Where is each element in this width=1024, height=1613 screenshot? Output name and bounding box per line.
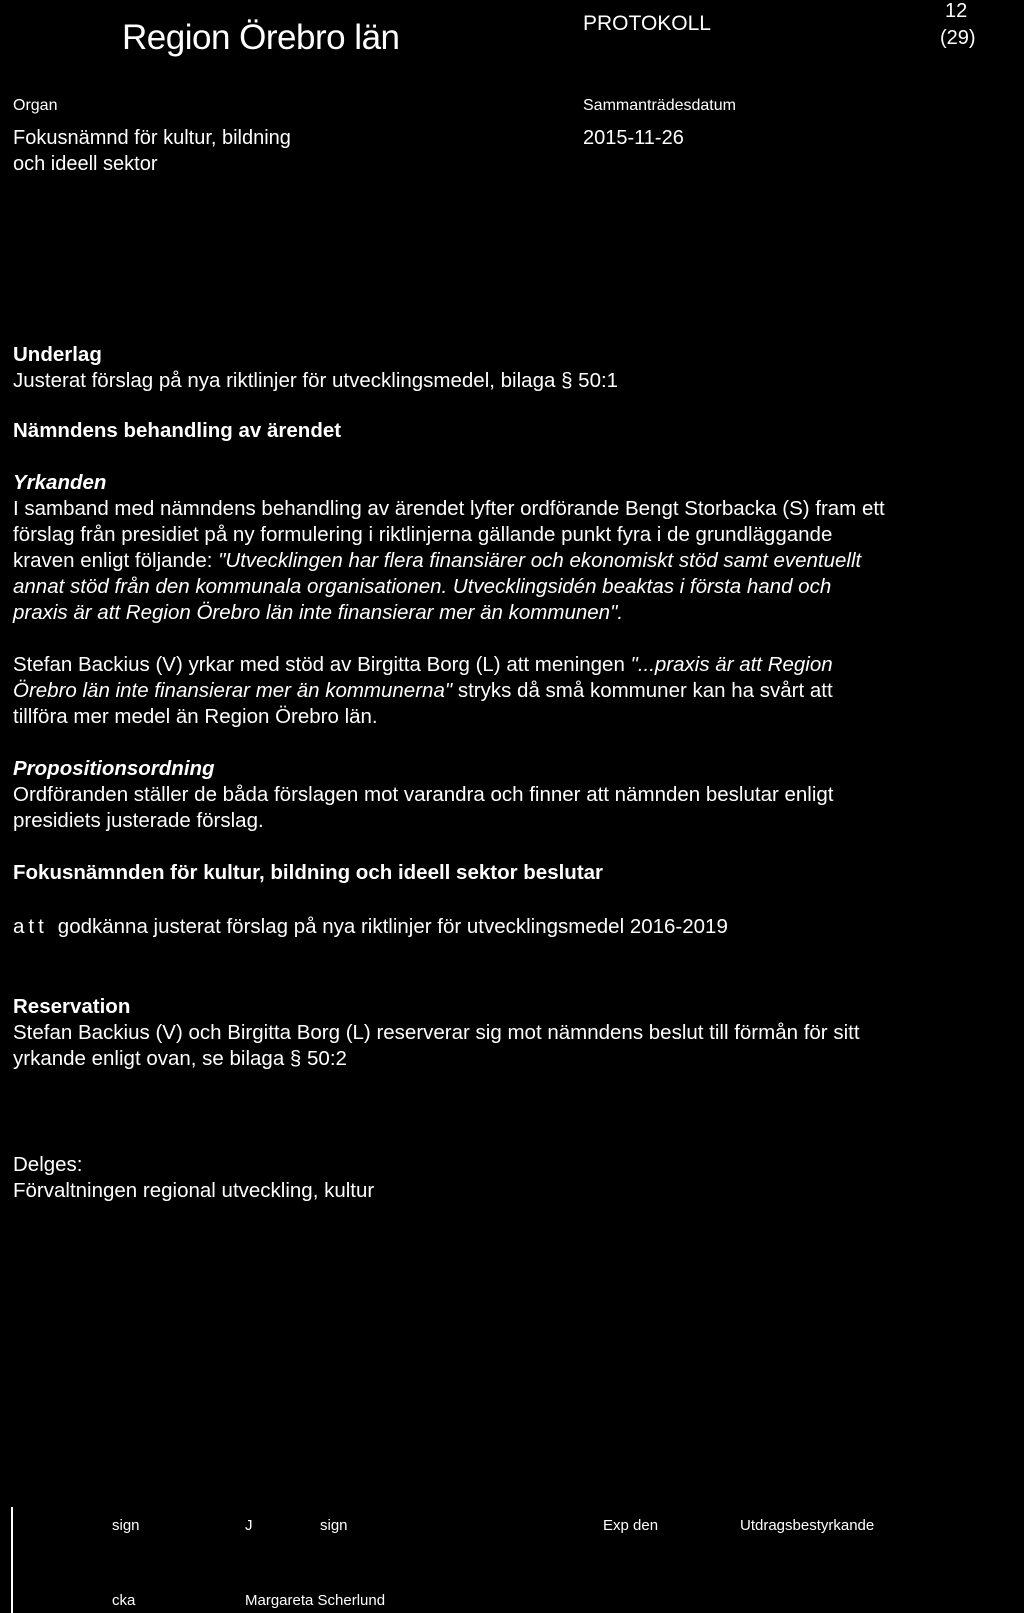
organ-name-line1: Fokusnämnd för kultur, bildning bbox=[13, 127, 291, 149]
behandling-heading: Nämndens behandling av ärendet bbox=[13, 419, 342, 442]
organ-name-line2: och ideell sektor bbox=[13, 153, 158, 175]
initial-mark: J bbox=[245, 1517, 253, 1534]
yrkanden-intro: kraven enligt följande: bbox=[13, 549, 219, 572]
delges-value: Förvaltningen regional utveckling, kultur bbox=[13, 1179, 375, 1202]
underlag-text: Justerat förslag på nya riktlinjer för utvecklingsmedel, bilaga § 50:1 bbox=[13, 369, 619, 392]
yrkanden-line: förslag från presidiet på ny formulering i riktlinjerna gällande punkt fyra i de grundläggande bbox=[13, 523, 833, 546]
stefan-text: Stefan Backius (V) yrkar med stöd av Birgitta Borg (L) att meningen bbox=[13, 653, 631, 676]
sign-label: sign bbox=[112, 1517, 140, 1534]
meeting-date: 2015-11-26 bbox=[583, 127, 684, 149]
stefan-line bbox=[13, 678, 1018, 704]
yrkanden-line bbox=[13, 548, 1018, 574]
date-label: Sammanträdesdatum bbox=[583, 97, 736, 114]
signature-margin-line bbox=[11, 1507, 13, 1613]
name-fragment: cka bbox=[112, 1592, 136, 1609]
beslut-line bbox=[13, 914, 1018, 940]
reservation-heading: Reservation bbox=[13, 995, 131, 1018]
yrkanden-line: I samband med nämndens behandling av ärendet lyfter ordförande Bengt Storbacka (S) fram ett bbox=[13, 497, 885, 520]
yrkanden-heading: Yrkanden bbox=[13, 471, 107, 494]
protocol-body bbox=[13, 342, 1018, 1204]
exp-den-label: Exp den bbox=[603, 1517, 659, 1534]
yrkanden-quote: "Utvecklingen har flera finansiärer och ekonomiskt stöd samt eventuellt bbox=[218, 549, 862, 572]
logo-text: Region Örebro län bbox=[122, 18, 400, 57]
proposition-line: presidiets justerade förslag. bbox=[13, 809, 264, 832]
page-total: (29) bbox=[940, 27, 976, 49]
page-number: 12 bbox=[945, 0, 968, 22]
yrkanden-line: annat stöd från den kommunala organisationen. Utvecklingsidén beaktas i första hand och bbox=[13, 575, 832, 598]
reservation-line: yrkande enligt ovan, se bilaga § 50:2 bbox=[13, 1047, 347, 1070]
stefan-quote: "...praxis är att Region bbox=[630, 653, 833, 676]
stefan-line: tillföra mer medel än Region Örebro län. bbox=[13, 705, 378, 728]
signer-name: Margareta Scherlund bbox=[245, 1592, 386, 1609]
stefan-text: stryks då små kommuner kan ha svårt att bbox=[452, 679, 833, 702]
organ-label: Organ bbox=[13, 97, 58, 114]
att-label: att bbox=[13, 915, 48, 938]
document-type: PROTOKOLL bbox=[583, 12, 711, 35]
beslut-text: godkänna justerat förslag på nya riktlinjer för utvecklingsmedel 2016-2019 bbox=[57, 915, 728, 938]
stefan-line bbox=[13, 652, 1018, 678]
stefan-quote: Örebro län inte finansierar mer än kommunerna" bbox=[13, 679, 453, 702]
underlag-heading: Underlag bbox=[13, 343, 102, 366]
proposition-line: Ordföranden ställer de båda förslagen mot varandra och finner att nämnden beslutar enligt bbox=[13, 783, 834, 806]
sign-label: sign bbox=[320, 1517, 348, 1534]
yrkanden-line: praxis är att Region Örebro län inte finansierar mer än kommunen". bbox=[13, 601, 624, 624]
beslut-heading: Fokusnämnden för kultur, bildning och ideell sektor beslutar bbox=[13, 861, 604, 884]
delges-label: Delges: bbox=[13, 1153, 83, 1176]
propositionsordning-heading: Propositionsordning bbox=[13, 757, 215, 780]
utdragsbestyrkande-label: Utdragsbestyrkande bbox=[740, 1517, 875, 1534]
reservation-line: Stefan Backius (V) och Birgitta Borg (L) reserverar sig mot nämndens beslut till förmån för sitt bbox=[13, 1021, 860, 1044]
